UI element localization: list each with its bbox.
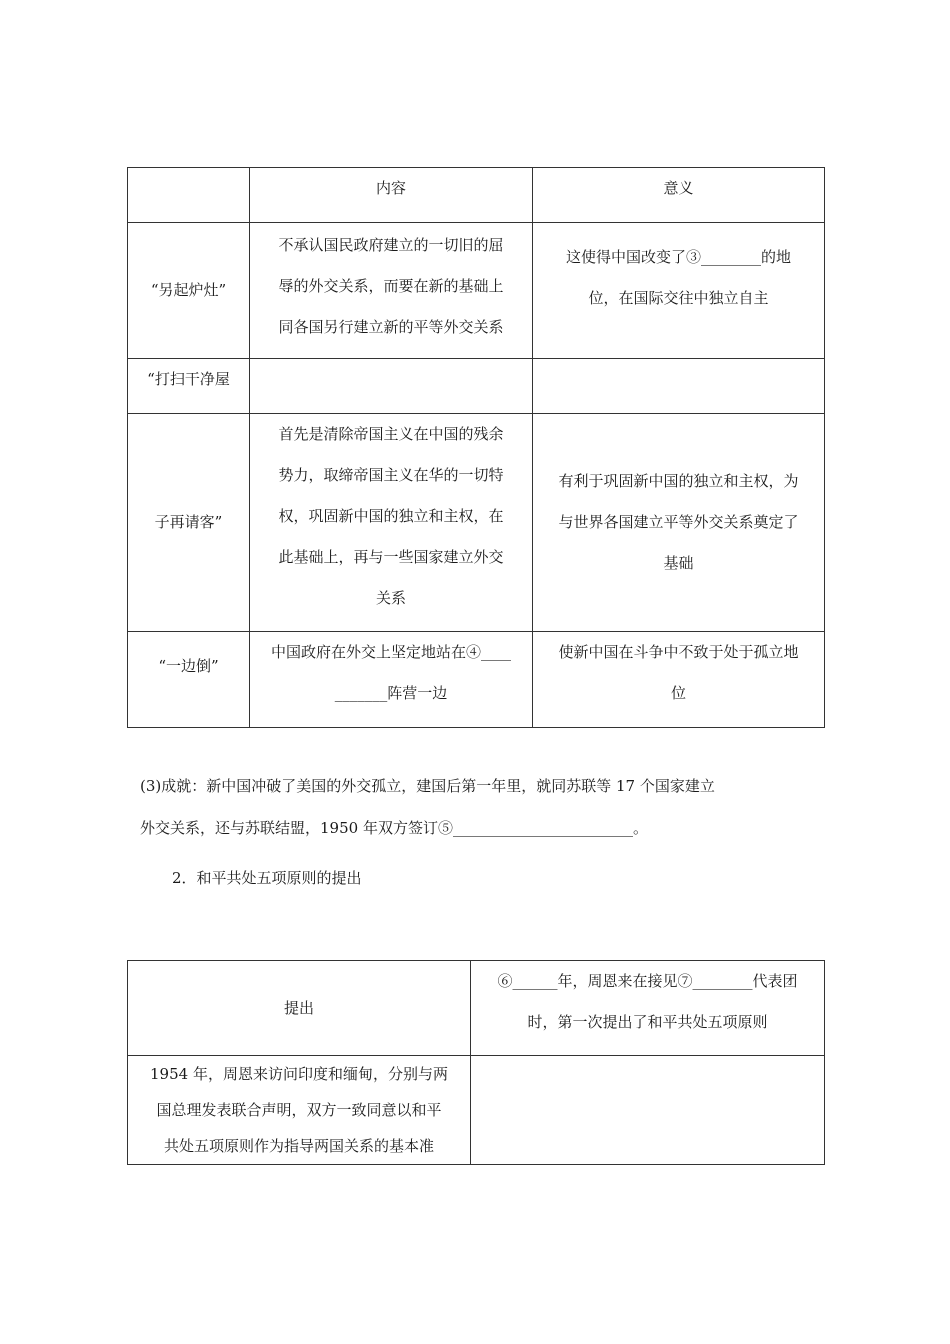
text-line: _______阵营一边 [334, 684, 448, 702]
row-content-qingke [250, 414, 533, 632]
achievement-line-2: 外交关系，还与苏联结盟，1950 年双方签订⑤________________________。 [140, 819, 648, 837]
row-content-yibiandao [250, 632, 533, 728]
row-content-lingqi [250, 223, 533, 359]
text-line: 势力，取缔帝国主义在华的一切特 [278, 466, 504, 484]
text-line: 首先是清除帝国主义在中国的残余 [278, 425, 504, 443]
header-content: 内容 [250, 168, 533, 223]
empty-cell [471, 1056, 825, 1165]
row-meaning-dasao [533, 359, 825, 414]
row-meaning-yibiandao [533, 632, 825, 728]
row-label-yibiandao: “一边倒” [128, 632, 250, 728]
text-line: 使新中国在斗争中不致于处于孤立地 [558, 643, 799, 661]
text-line: 此基础上，再与一些国家建立外交 [278, 548, 504, 566]
text-line: 这使得中国改变了③________的地 [565, 248, 791, 266]
five-principles-table [127, 960, 825, 1165]
header-meaning: 意义 [533, 168, 825, 223]
row-content-dasao [250, 359, 533, 414]
row-meaning-lingqi [533, 223, 825, 359]
text-line: ⑥______年，周恩来在接见⑦________代表团 [497, 972, 798, 990]
proposal-value [471, 961, 825, 1056]
text-line: 共处五项原则作为指导两国关系的基本准 [163, 1137, 434, 1155]
text-line: 基础 [663, 554, 694, 572]
row-meaning-qingke [533, 414, 825, 632]
row-label-qingke: 子再请客” [128, 414, 250, 632]
achievement-line-1: (3)成就：新中国冲破了美国的外交孤立，建国后第一年里，就同苏联等 17 个国家建立 [140, 777, 715, 795]
text-line: 1954 年，周恩来访问印度和缅甸，分别与两 [150, 1065, 448, 1083]
proposal-label: 提出 [128, 961, 471, 1056]
section-heading: 2．和平共处五项原则的提出 [172, 869, 362, 887]
diplomacy-table [127, 167, 825, 728]
text-line: 国总理发表联合声明，双方一致同意以和平 [156, 1101, 442, 1119]
text-line: 中国政府在外交上坚定地站在④____ [270, 643, 511, 661]
text-line: 位 [670, 684, 686, 702]
row-label-lingqi: “另起炉灶” [128, 223, 250, 359]
text-line: 辱的外交关系，而要在新的基础上 [278, 277, 504, 295]
text-line: 与世界各国建立平等外交关系奠定了 [558, 513, 799, 531]
text-line: 权，巩固新中国的独立和主权，在 [278, 507, 504, 525]
text-line: 位，在国际交往中独立自主 [588, 289, 769, 307]
text-line: 不承认国民政府建立的一切旧的屈 [278, 236, 504, 254]
joint-statement-cell [128, 1056, 471, 1165]
header-empty-cell [128, 168, 250, 223]
text-line: 有利于巩固新中国的独立和主权，为 [558, 472, 799, 490]
text-line: 同各国另行建立新的平等外交关系 [278, 318, 504, 336]
row-label-dasao: “打扫干净屋 [128, 359, 250, 414]
text-line: 关系 [375, 589, 406, 607]
text-line: 时，第一次提出了和平共处五项原则 [527, 1013, 768, 1031]
